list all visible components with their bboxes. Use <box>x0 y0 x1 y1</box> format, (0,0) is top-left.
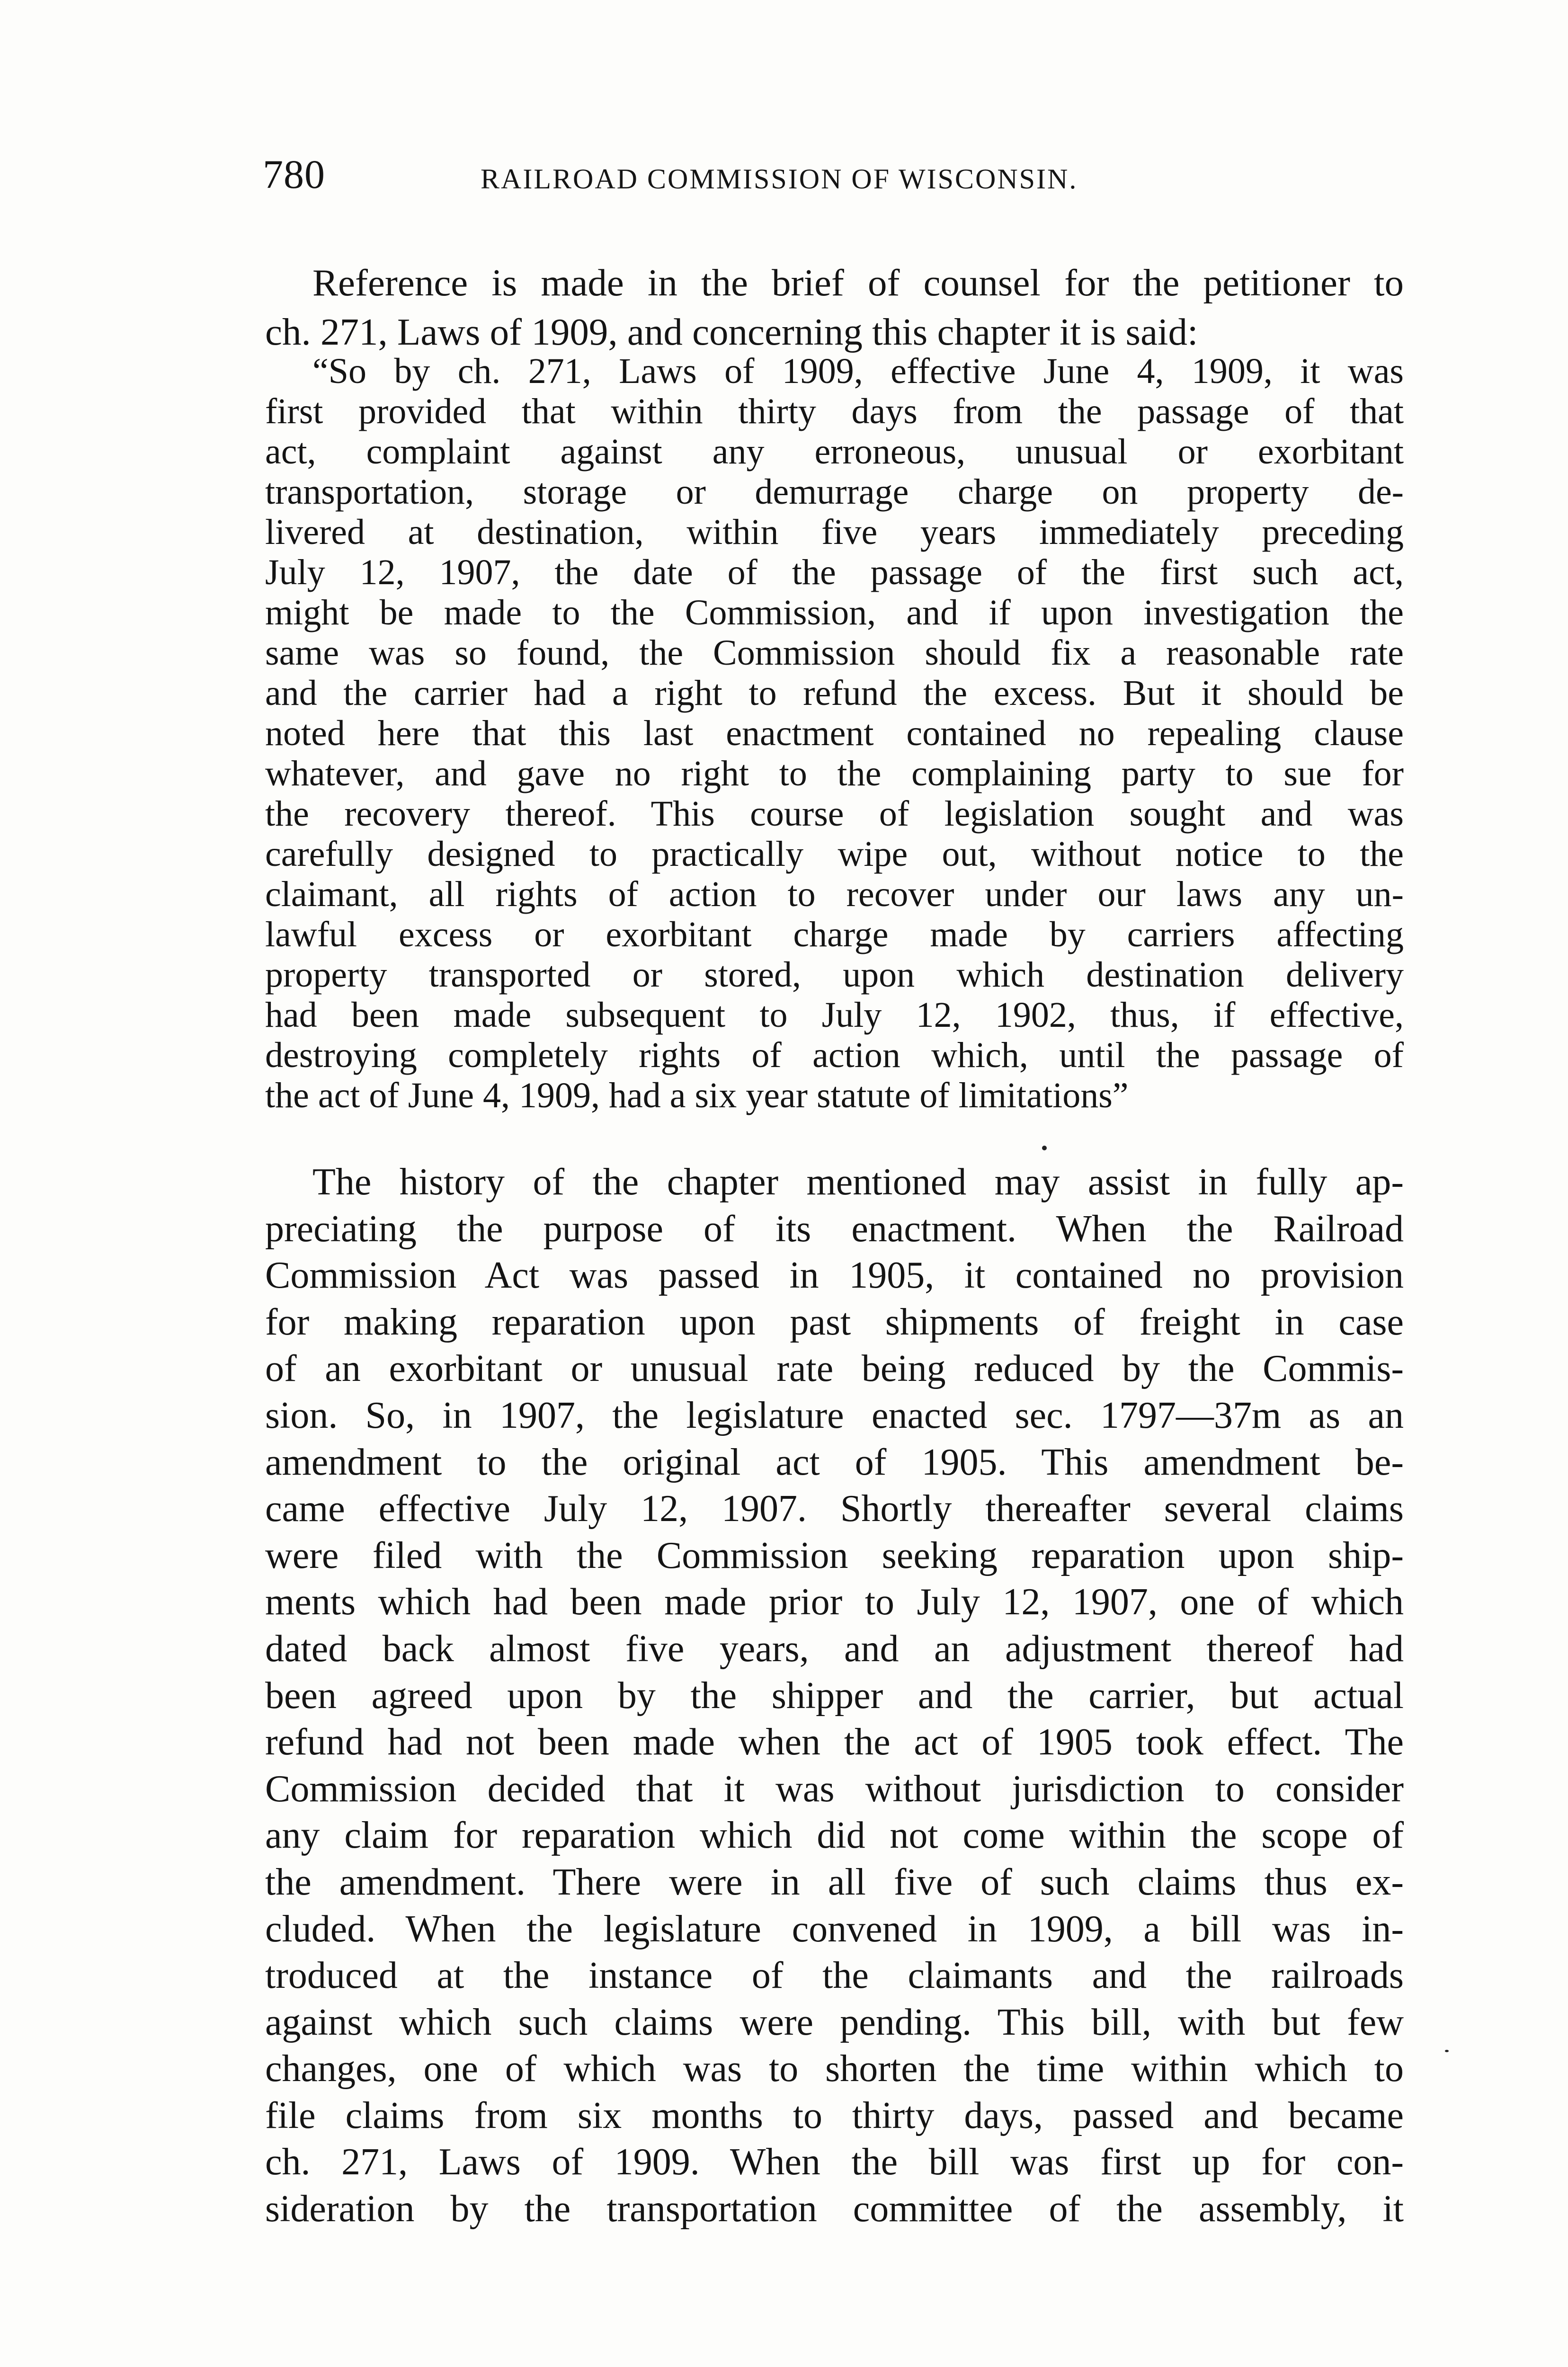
body-line: amendment to the original act of 1905. This amendment be- <box>265 1441 1404 1483</box>
body-line: troduced at the instance of the claimants and the railroads <box>265 1955 1404 1997</box>
body-line: for making reparation upon past shipments of freight in case <box>265 1301 1404 1343</box>
quoted-passage <box>265 351 1404 1116</box>
page-number: 780 <box>263 151 325 197</box>
quote-line: claimant, all rights of action to recover under our laws any un- <box>265 874 1404 914</box>
body-line: cluded. When the legislature convened in 1909, a bill was in- <box>265 1908 1404 1950</box>
body-line: The history of the chapter mentioned may assist in fully ap- <box>312 1161 1404 1203</box>
quote-line: noted here that this last enactment contained no repealing clause <box>265 713 1404 753</box>
quote-line: transportation, storage or demurrage charge on property de- <box>265 472 1404 512</box>
quote-line: property transported or stored, upon which destination delivery <box>265 955 1404 995</box>
print-speck <box>1445 2050 1449 2052</box>
quote-line: lawful excess or exorbitant charge made by carriers affecting <box>265 915 1404 954</box>
quote-line: July 12, 1907, the date of the passage of the first such act, <box>265 552 1404 592</box>
body-line: dated back almost five years, and an adjustment thereof had <box>265 1628 1404 1670</box>
body-line: changes, one of which was to shorten the time within which to <box>265 2048 1404 2090</box>
quote-line: whatever, and gave no right to the complaining party to sue for <box>265 754 1404 793</box>
intro-line: ch. 271, Laws of 1909, and concerning this chapter it is said: <box>265 311 1198 353</box>
intro-paragraph <box>265 258 1404 356</box>
body-line: any claim for reparation which did not come within the scope of <box>265 1815 1404 1857</box>
body-line: came effective July 12, 1907. Shortly thereafter several claims <box>265 1488 1404 1530</box>
body-line: of an exorbitant or unusual rate being reduced by the Commis- <box>265 1348 1404 1390</box>
body-line: sion. So, in 1907, the legislature enacted sec. 1797—37m as an <box>265 1394 1404 1436</box>
quote-line: “So by ch. 271, Laws of 1909, effective June 4, 1909, it was <box>312 351 1404 391</box>
body-line: Commission Act was passed in 1905, it contained no provision <box>265 1255 1404 1297</box>
body-line: refund had not been made when the act of 1905 took effect. The <box>265 1721 1404 1763</box>
quote-line: destroying completely rights of action which, until the passage of <box>265 1035 1404 1075</box>
body-paragraph <box>265 1159 1404 2233</box>
body-line: file claims from six months to thirty days, passed and became <box>265 2094 1404 2136</box>
body-line: were filed with the Commission seeking reparation upon ship- <box>265 1534 1404 1576</box>
quote-line: carefully designed to practically wipe out, without notice to the <box>265 834 1404 874</box>
body-line: preciating the purpose of its enactment. When the Railroad <box>265 1208 1404 1250</box>
print-speck <box>1042 1146 1047 1150</box>
quote-line: same was so found, the Commission should fix a reasonable rate <box>265 633 1404 673</box>
quote-line: first provided that within thirty days from the passage of that <box>265 392 1404 431</box>
quote-line: livered at destination, within five years immediately preceding <box>265 512 1404 552</box>
body-line: ch. 271, Laws of 1909. When the bill was first up for con- <box>265 2141 1404 2183</box>
quote-line: might be made to the Commission, and if upon investigation the <box>265 593 1404 632</box>
body-line: against which such claims were pending. This bill, with but few <box>265 2001 1404 2043</box>
quote-line: had been made subsequent to July 12, 1902, thus, if effective, <box>265 995 1404 1035</box>
body-line: the amendment. There were in all five of such claims thus ex- <box>265 1861 1404 1903</box>
quote-line: the act of June 4, 1909, had a six year statute of limitations” <box>265 1076 1129 1115</box>
body-line: been agreed upon by the shipper and the carrier, but actual <box>265 1674 1404 1717</box>
quote-line: act, complaint against any erroneous, unusual or exorbitant <box>265 432 1404 472</box>
intro-line: Reference is made in the brief of counsel for the petitioner to <box>312 261 1404 304</box>
body-line: sideration by the transportation committee of the assembly, it <box>265 2188 1404 2230</box>
quote-line: and the carrier had a right to refund the excess. But it should be <box>265 673 1404 713</box>
body-line: ments which had been made prior to July 12, 1907, one of which <box>265 1581 1404 1623</box>
running-head: RAILROAD COMMISSION OF WISCONSIN. <box>481 163 1078 195</box>
quote-line: the recovery thereof. This course of legislation sought and was <box>265 794 1404 834</box>
body-line: Commission decided that it was without jurisdiction to consider <box>265 1768 1404 1810</box>
